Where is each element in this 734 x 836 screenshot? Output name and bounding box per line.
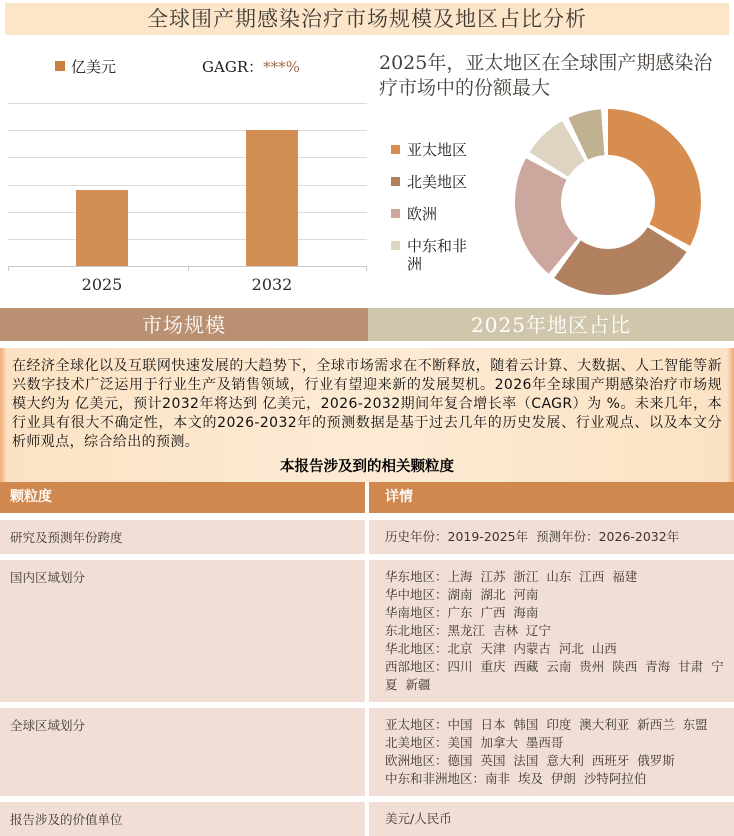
cagr-masked-value: ***% (263, 57, 300, 76)
detail-line: 东北地区：黑龙江 吉林 辽宁 (385, 623, 551, 638)
market-size-bar-chart (0, 41, 373, 302)
tab-market-size: 市场规模 (0, 308, 368, 341)
gridline (8, 239, 367, 240)
donut-legend (391, 141, 475, 287)
row-detail (369, 802, 734, 836)
detail-line: 历史年份：2019-2025年 预测年份：2026-2032年 (385, 529, 680, 544)
row-detail (369, 560, 734, 702)
bar-plot-area (8, 94, 367, 267)
table-row (0, 560, 734, 702)
detail-line: 欧洲地区：德国 英国 法国 意大利 西班牙 俄罗斯 (385, 753, 675, 768)
legend-swatch-icon (391, 145, 400, 154)
cagr-annotation (202, 56, 300, 77)
gridline (8, 103, 367, 104)
row-label: 报告涉及的价值单位 (0, 802, 365, 836)
detail-line: 华东地区：上海 江苏 浙江 山东 江西 福建 (385, 569, 638, 584)
legend-label: 欧洲 (407, 205, 438, 223)
table-row (0, 802, 734, 836)
page-title: 全球围产期感染治疗市场规模及地区占比分析 (147, 7, 587, 31)
legend-label: 亚太地区 (407, 141, 468, 159)
row-label: 国内区域划分 (0, 560, 365, 702)
legend-swatch-icon (391, 177, 400, 186)
donut-legend-item (391, 141, 475, 159)
table-title: 本报告涉及到的相关颗粒度 (280, 459, 454, 475)
bar-2032 (246, 130, 298, 266)
detail-line: 美元/人民币 (385, 811, 452, 826)
bar-chart-legend (55, 56, 373, 76)
legend-label: 中东和非洲 (407, 237, 468, 273)
row-label: 全球区域划分 (0, 708, 365, 796)
gridline (8, 157, 367, 158)
donut-legend-item (391, 205, 475, 223)
legend-swatch-icon (391, 241, 400, 250)
detail-line: 华南地区：广东 广西 海南 (385, 605, 539, 620)
detail-line: 华北地区：北京 天津 内蒙古 河北 山西 (385, 641, 617, 656)
legend-label: 北美地区 (407, 173, 468, 191)
legend-swatch-icon (391, 209, 400, 218)
legend-unit-label: 亿美元 (71, 57, 117, 76)
detail-line: 亚太地区：中国 日本 韩国 印度 澳大利亚 新西兰 东盟 (385, 717, 708, 732)
table-row (0, 708, 734, 796)
donut-legend-item (391, 237, 475, 273)
tab-region-share: 2025年地区占比 (368, 308, 734, 341)
region-headline: 2025年，亚太地区在全球围产期感染治疗市场中的份额最大 (379, 52, 713, 99)
header-granularity: 颗粒度 (0, 482, 365, 513)
donut-chart (515, 109, 701, 295)
region-share-section (373, 41, 734, 302)
gridline (8, 130, 367, 131)
row-label: 研究及预测年份跨度 (0, 520, 365, 554)
detail-line: 北美地区：美国 加拿大 墨西哥 (385, 735, 564, 750)
x-axis-labels (8, 271, 367, 297)
table-header-row (0, 482, 734, 513)
table-body (0, 520, 734, 836)
detail-line: 中东和非洲地区：南非 埃及 伊朗 沙特阿拉伯 (385, 771, 647, 786)
legend-swatch-icon (55, 61, 65, 71)
row-detail (369, 708, 734, 796)
x-label-2032: 2032 (251, 275, 293, 294)
table-row (0, 520, 734, 554)
bar-2025 (76, 190, 128, 266)
row-detail (369, 520, 734, 554)
detail-line: 华中地区：湖南 湖北 河南 (385, 587, 539, 602)
charts-row (0, 41, 734, 302)
cagr-label: GAGR： (202, 57, 264, 76)
summary-block (0, 348, 734, 482)
donut-legend-item (391, 173, 475, 191)
granularity-table (0, 482, 734, 836)
header-detail: 详情 (369, 482, 734, 513)
title-bar (5, 3, 729, 35)
gridline (8, 212, 367, 213)
section-header-bar (0, 308, 734, 341)
x-label-2025: 2025 (81, 275, 123, 294)
summary-paragraph: 在经济全球化以及互联网快速发展的大趋势下，全球市场需求在不断释放，随着云计算、大数据、人工智能等新兴数字技术广泛运用于行业生产及销售领域，行业有望迎来新的发展契机。2026年全球围产期感染治疗市场规模大约为 亿美元，预计2032年将达到 亿美元，2026-2032期间年复合增长率（CAGR）为 %。未来几年，本行业具有很大不确定性，本文的2026-2032年的预测数据是基于过去几年的历史发展、行业观点、以及本文分析师观点，综合给出的预测。 (12, 358, 722, 450)
detail-line: 西部地区：四川 重庆 西藏 云南 贵州 陕西 青海 甘肃 宁夏 新疆 (385, 659, 724, 692)
gridline (8, 185, 367, 186)
